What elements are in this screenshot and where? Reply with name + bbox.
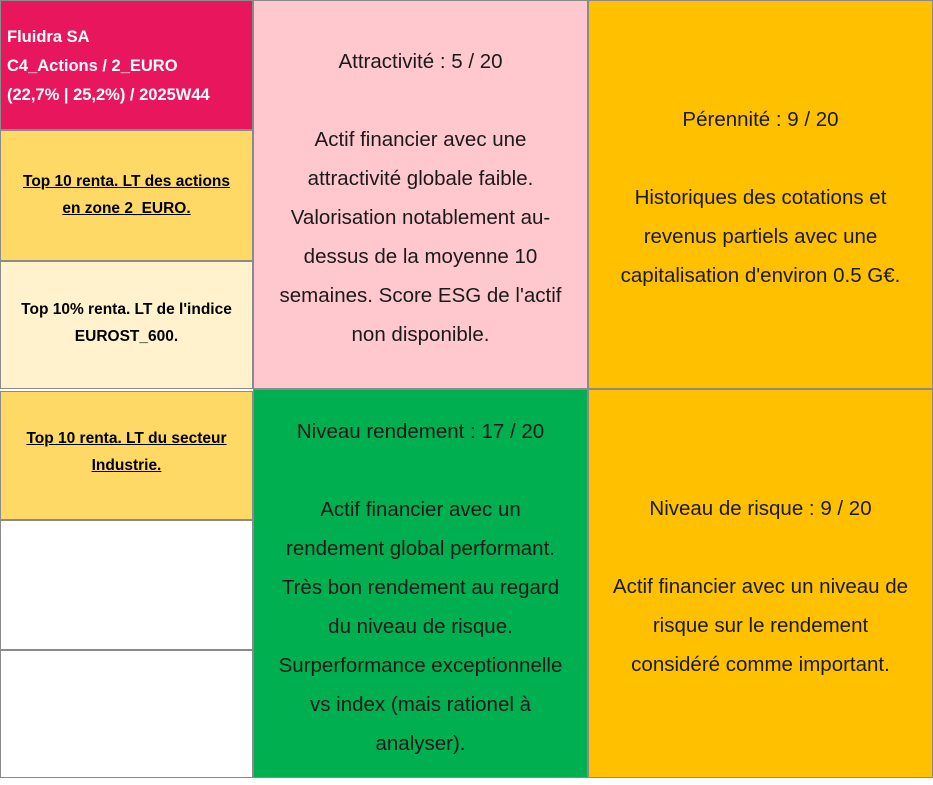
ranking-index-line1: Top 10% renta. LT de l'indice [21, 301, 232, 318]
perennite-line: Historiques des cotations et [634, 186, 887, 209]
ranking-sector-line1: Top 10 renta. LT du secteur [26, 430, 227, 447]
perennite-line: capitalisation d'environ 0.5 G€. [620, 264, 901, 287]
asset-category: C4_Actions / 2_EURO [7, 57, 178, 75]
rendement-line: vs index (mais rationel à [309, 693, 532, 716]
ranking-link-sector[interactable] [1, 425, 252, 479]
asset-stats: (22,7% | 25,2%) / 2025W44 [7, 86, 210, 104]
rendement-title: Niveau rendement : 17 / 20 [296, 420, 545, 443]
ranking-zone-line2: en zone 2_EURO. [62, 200, 191, 217]
ranking-cell-index [0, 261, 253, 389]
risque-line: risque sur le rendement [652, 614, 869, 637]
attractivite-title: Attractivité : 5 / 20 [338, 50, 503, 73]
ranking-sector-line2: Industrie. [91, 457, 162, 474]
ranking-zone-line1: Top 10 renta. LT des actions [23, 173, 230, 190]
asset-name: Fluidra SA [7, 28, 90, 46]
attractivite-line: Actif financier avec une [314, 128, 527, 151]
perennite-title: Pérennité : 9 / 20 [682, 108, 839, 131]
risque-line: considéré comme important. [631, 653, 890, 676]
rendement-line: Surperformance exceptionnelle [278, 654, 563, 677]
asset-header-cell [0, 0, 253, 130]
ranking-link-zone[interactable] [1, 168, 252, 222]
risque-cell [588, 389, 933, 778]
rendement-line: analyser). [375, 732, 466, 755]
ranking-cell-sector [0, 391, 253, 520]
perennite-cell [588, 0, 933, 389]
attractivite-cell [253, 0, 588, 389]
empty-cell-2 [0, 650, 253, 778]
rendement-line: rendement global performant. [286, 537, 555, 560]
rendement-line: du niveau de risque. [328, 615, 513, 638]
rendement-line: Très bon rendement au regard [281, 576, 560, 599]
risque-line: Actif financier avec un niveau de [612, 575, 909, 598]
attractivite-line: non disponible. [351, 323, 490, 346]
rendement-line: Actif financier avec un [320, 498, 521, 521]
attractivite-line: semaines. Score ESG de l'actif [279, 284, 562, 307]
risque-title: Niveau de risque : 9 / 20 [649, 497, 872, 520]
rendement-cell [253, 389, 588, 778]
attractivite-line: dessus de la moyenne 10 [303, 245, 538, 268]
empty-cell-1 [0, 520, 253, 650]
attractivite-line: attractivité globale faible. [307, 167, 534, 190]
ranking-cell-zone [0, 130, 253, 261]
ranking-index-line2: EUROST_600. [74, 328, 179, 345]
perennite-line: revenus partiels avec une [643, 225, 878, 248]
attractivite-line: Valorisation notablement au- [290, 206, 551, 229]
